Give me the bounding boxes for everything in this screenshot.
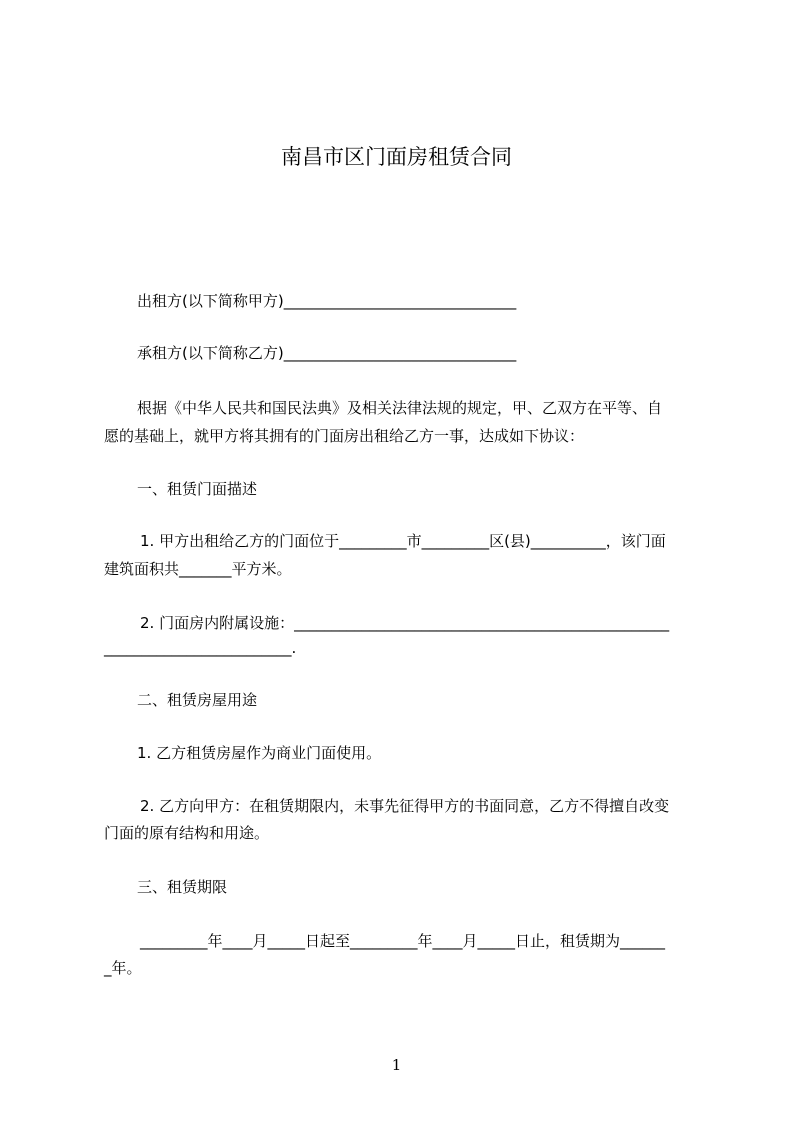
section-3-line-1: _________年____月_____日起至_________年____月_____日止，租赁期为______ xyxy=(140,932,666,950)
section-3-line-2: _年。 xyxy=(104,959,142,977)
party-a-line: 出租方(以下简称甲方)_______________________________ xyxy=(137,292,517,310)
section-1-item-1-line-2: 建筑面积共_______平方米。 xyxy=(104,560,292,578)
section-2-heading: 二、租赁房屋用途 xyxy=(137,691,258,709)
preamble-line-2: 愿的基础上，就甲方将其拥有的门面房出租给乙方一事，达成如下协议： xyxy=(104,427,585,445)
preamble-line-1: 根据《中华人民共和国民法典》及相关法律法规的规定，甲、乙双方在平等、自 xyxy=(137,399,663,417)
section-2-item-2-line-2: 门面的原有结构和用途。 xyxy=(104,824,270,842)
party-b-line: 承租方(以下简称乙方)_______________________________ xyxy=(137,344,517,362)
section-1-item-2-line-1: 2. 门面房内附属设施：__________________________________________________ xyxy=(140,614,670,632)
section-1-heading: 一、租赁门面描述 xyxy=(137,480,258,498)
section-1-item-1-line-1: 1. 甲方出租给乙方的门面位于_________市_________区(县)__________，该门面 xyxy=(140,532,666,550)
section-2-item-1: 1. 乙方租赁房屋作为商业门面使用。 xyxy=(137,744,382,762)
page-number: 1 xyxy=(391,1056,402,1074)
section-1-item-2-line-2: _________________________. xyxy=(104,639,297,657)
section-2-item-2-line-1: 2. 乙方向甲方：在租赁期限内，未事先征得甲方的书面同意，乙方不得擅自改变 xyxy=(140,797,670,815)
section-3-heading: 三、租赁期限 xyxy=(137,878,228,896)
document-title: 南昌市区门面房租赁合同 xyxy=(281,145,512,169)
